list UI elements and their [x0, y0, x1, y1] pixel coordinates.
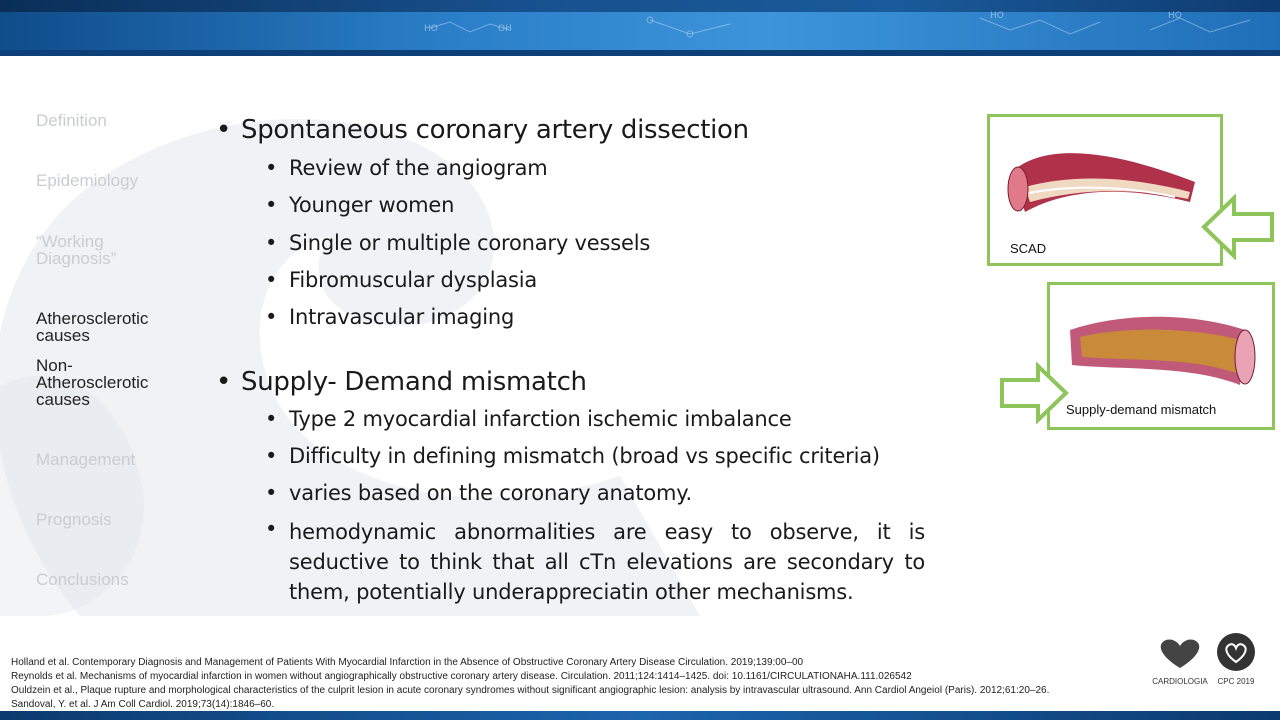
list-item: • Younger women: [265, 193, 455, 217]
figure-supply-demand: [1047, 282, 1275, 430]
scad-arrow-icon: [1200, 194, 1275, 260]
footer-bar: [0, 711, 1280, 720]
references: [11, 656, 1171, 712]
section-heading-supply-demand: • Supply- Demand mismatch: [216, 367, 587, 397]
svg-text:OH: OH: [498, 24, 512, 34]
section-heading-scad: • Spontaneous coronary artery dissection: [216, 115, 749, 145]
figure-scad: [987, 114, 1223, 266]
spc-logo-text: CARDIOLOGIA: [1152, 677, 1208, 686]
list-item: • Fibromuscular dysplasia: [265, 268, 538, 292]
reference-item: Ouldzein et al., Plaque rupture and morphological characteristics of the culprit lesion in acute coronary syndromes without significant angiographic lesion: analysis by intravascular ultrasound. Ann Cardiol Angeiol (Paris). 2012;61:20–26.: [11, 685, 1050, 696]
list-item: • hemodynamic abnormalities are easy to observe, it is seductive to think that all cTn elevations are secondary to them, potentially underappreciatin other mechanisms.: [265, 517, 925, 604]
scad-label: SCAD: [1010, 241, 1047, 256]
cpc-logo-text: CPC 2019: [1217, 677, 1255, 686]
heart-logo-icon: [1150, 632, 1210, 672]
nav-item-epidemiology[interactable]: Epidemiology: [36, 171, 139, 190]
reference-item: Reynolds et al. Mechanisms of myocardial infarction in women without angiographically obstructive coronary artery disease. Circulation. 2011;124:1414–1425. doi: 10.1161/CIRCULATIONAHA.111.026542: [11, 671, 912, 682]
list-item: • Single or multiple coronary vessels: [265, 231, 651, 255]
nav-item-non-atherosclerotic-causes[interactable]: Non- Atherosclerotic causes: [36, 356, 149, 409]
list-item: • Difficulty in defining mismatch (broad vs specific criteria): [265, 444, 880, 468]
supply-demand-arrow-icon: [998, 362, 1070, 424]
reference-item: Holland et al. Contemporary Diagnosis and Management of Patients With Myocardial Infarction in the Absence of Obstructive Coronary Artery Disease Circulation. 2019;139:00–00: [11, 657, 804, 668]
spc-logo: [1150, 632, 1210, 692]
nav-item-prognosis[interactable]: Prognosis: [36, 510, 112, 529]
svg-text:HO: HO: [1168, 11, 1182, 21]
nav-item-definition[interactable]: Definition: [36, 111, 107, 130]
nav-item-working-diagnosis[interactable]: “Working Diagnosis”: [36, 232, 117, 268]
reference-item: Sandoval, Y. et al. J Am Coll Cardiol. 2019;73(14):1846–60.: [11, 699, 275, 710]
supply-demand-label: Supply-demand mismatch: [1066, 402, 1217, 417]
list-item: • varies based on the coronary anatomy.: [265, 481, 692, 505]
svg-text:HO: HO: [990, 11, 1004, 21]
list-item: • Type 2 myocardial infarction ischemic imbalance: [265, 407, 792, 431]
header-banner: [0, 0, 1280, 56]
cpc-heart-icon: [1208, 632, 1264, 672]
list-item: • Review of the angiogram: [265, 156, 548, 180]
molecule-decoration: [0, 0, 1280, 56]
svg-text:HO: HO: [424, 24, 438, 34]
cpc-logo: [1208, 632, 1264, 694]
nav-item-management[interactable]: Management: [36, 450, 136, 469]
nav-item-atherosclerotic-causes[interactable]: Atherosclerotic causes: [36, 309, 149, 345]
nav-item-conclusions[interactable]: Conclusions: [36, 570, 129, 589]
list-item: • Intravascular imaging: [265, 305, 515, 329]
